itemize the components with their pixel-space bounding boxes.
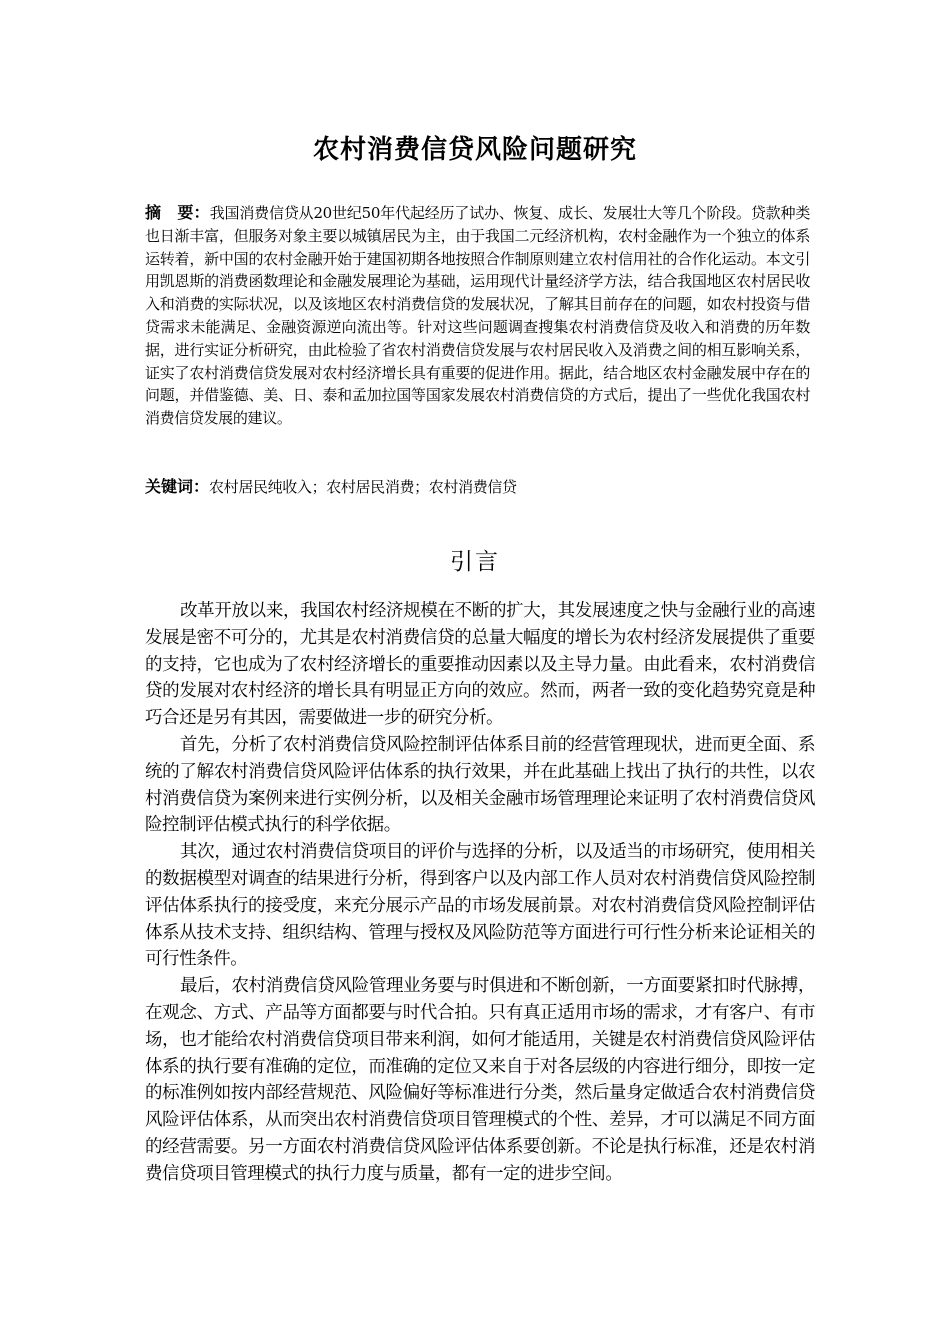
abstract-label: 摘 要： [145,203,210,222]
document-title: 农村消费信贷风险问题研究 [312,135,637,165]
paragraph: 改革开放以来，我国农村经济规模在不断的扩大，其发展速度之快与金融行业的高速发展是密不可分的，尤其是农村消费信贷的总量大幅度的增长为农村经济发展提供了重要的支持，它也成为了农村经济增长的重要推动因素以及主导力量。由此看来，农村消费信贷的发展对农村经济的增长具有明显正方向的效应。然而，两者一致的变化趋势究竟是种巧合还是另有其因，需要做进一步的研究分析。 [145,601,815,729]
paragraph: 最后，农村消费信贷风险管理业务要与时俱进和不断创新，一方面要紧扣时代脉搏，在观念、方式、产品等方面都要与时代合拍。只有真正适用市场的需求，才有客户、有市场，也才能给农村消费信贷项目带来利润，如何才能适用，关键是农村消费信贷风险评估体系的执行要有准确的定位，而准确的定位又来自于对各层级的内容进行细分，即按一定的标准例如按内部经营规范、风险偏好等标准进行分类，然后量身定做适合农村消费信贷风险评估体系，从而突出农村消费信贷项目管理模式的个性、差异，才可以满足不同方面的经营需要。另一方面农村消费信贷风险评估体系要创新。不论是执行标准，还是农村消费信贷项目管理模式的执行力度与质量，都有一定的进步空间。 [145,976,815,1184]
abstract [145,202,810,430]
paragraph: 其次，通过农村消费信贷项目的评价与选择的分析，以及适当的市场研究，使用相关的数据模型对调查的结果进行分析，得到客户以及内部工作人员对农村消费信贷风险控制评估体系执行的接受度，来充分展示产品的市场发展前景。对农村消费信贷风险控制评估体系从技术支持、组织结构、管理与授权及风险防范等方面进行可行性分析来论证相关的可行性条件。 [145,842,815,970]
paragraph: 首先，分析了农村消费信贷风险控制评估体系目前的经营管理现状，进而更全面、系统的了解农村消费信贷风险评估体系的执行效果，并在此基础上找出了执行的共性，以农村消费信贷为案例来进行实例分析，以及相关金融市场管理理论来证明了农村消费信贷风险控制评估模式执行的科学依据。 [145,734,815,836]
keywords-label: 关键词： [145,477,210,496]
keywords-text: 农村居民纯收入；农村居民消费；农村消费信贷 [209,478,517,496]
abstract-text: 我国消费信贷从20世纪50年代起经历了试办、恢复、成长、发展壮大等几个阶段。贷款种类也日渐丰富，但服务对象主要以城镇居民为主，由于我国二元经济机构，农村金融作为一个独立的体系运转着，新中国的农村金融开始于建国初期各地按照合作制原则建立农村信用社的合作化运动。本文引用凯恩斯的消费函数理论和金融发展理论为基础，运用现代计量经济学方法，结合我国地区农村居民收入和消费的实际状况，以及该地区农村消费信贷的发展状况，了解其目前存在的问题，如农村投资与借贷需求未能满足、金融资源逆向流出等。针对这些问题调查搜集农村消费信贷及收入和消费的历年数据，进行实证分析研究，由此检验了省农村消费信贷发展与农村居民收入及消费之间的相互影响关系，证实了农村消费信贷发展对农村经济增长具有重要的促进作用。据此，结合地区农村金融发展中存在的问题，并借鉴德、美、日、泰和孟加拉国等国家发展农村消费信贷的方式后，提出了一些优化我国农村消费信贷发展的建议。 [145,204,810,428]
introduction-body [145,598,815,1188]
keywords [145,476,810,498]
section-heading-introduction: 引言 [450,549,500,575]
